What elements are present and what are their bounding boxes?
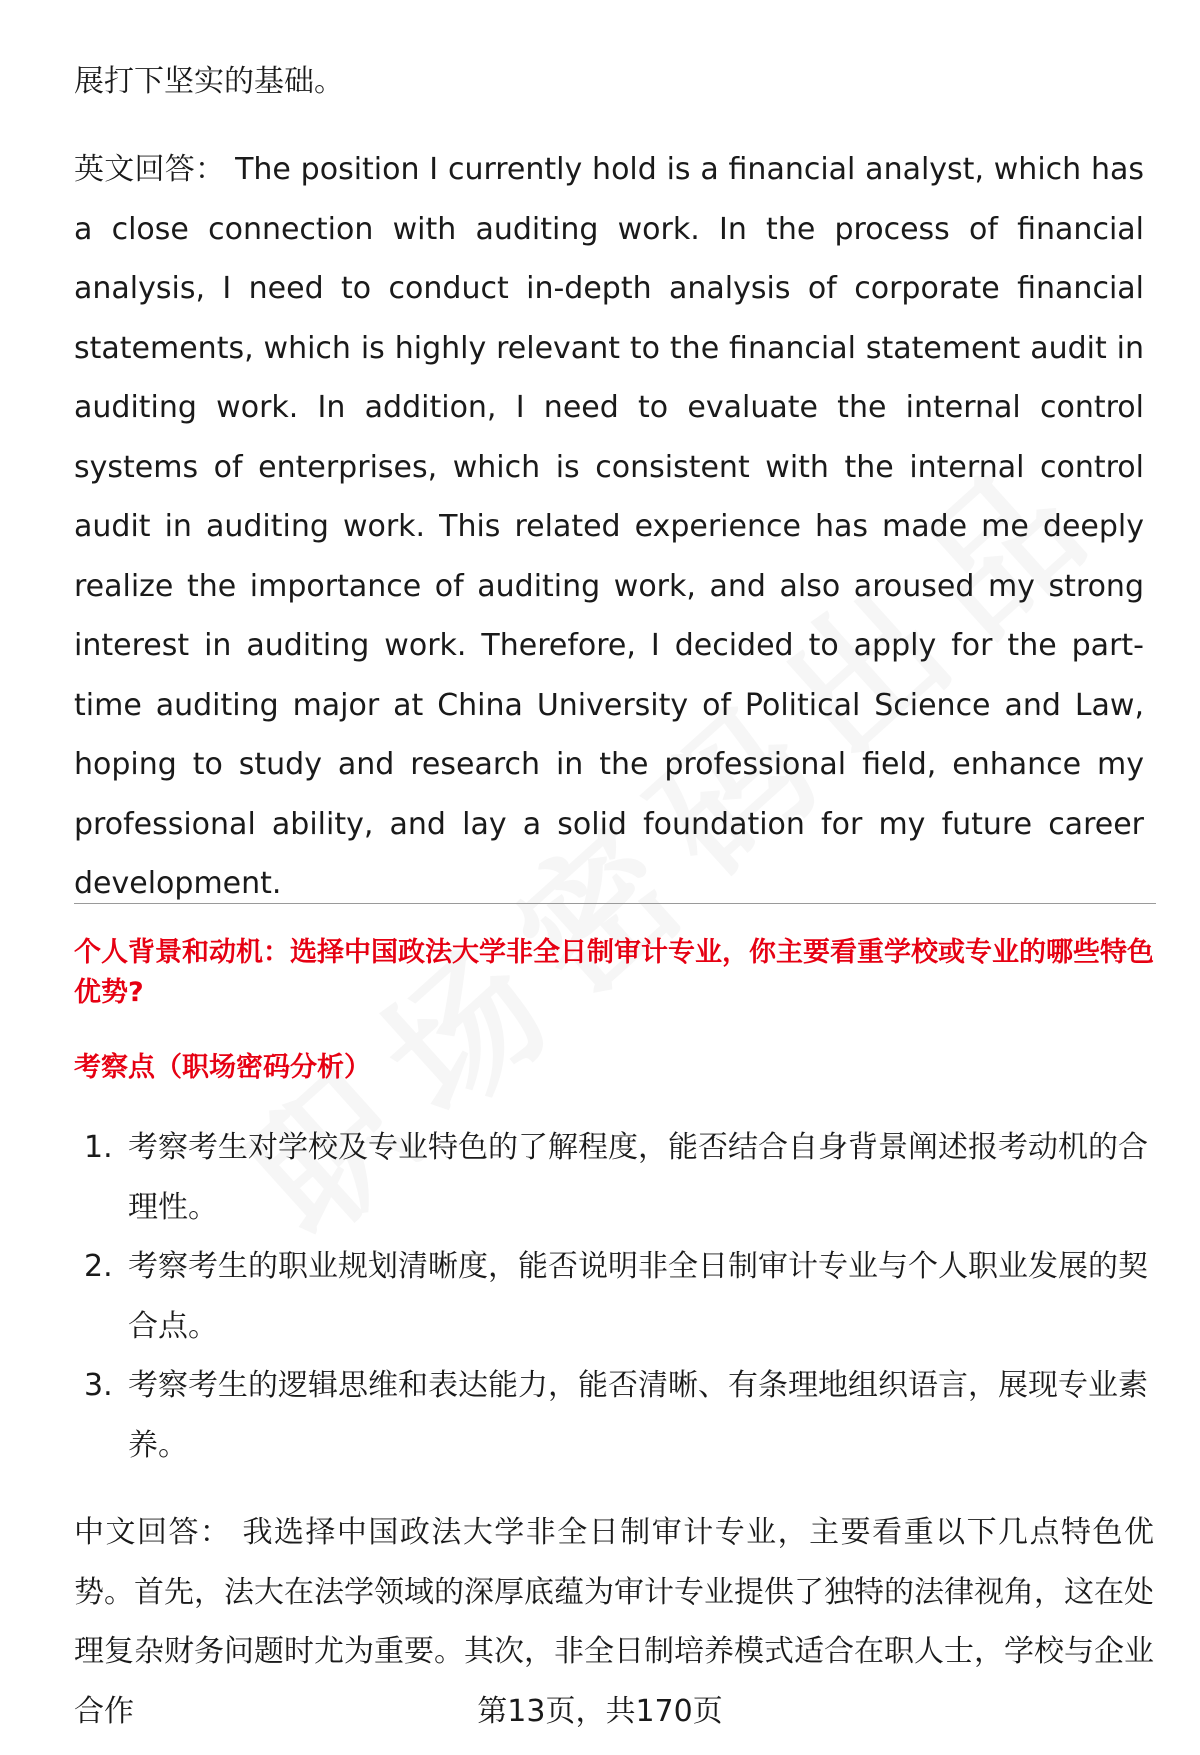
paragraph-top-fragment: 展打下坚实的基础。 [74,64,344,99]
list-item-number: 2. [84,1249,113,1284]
list-item [74,1237,1154,1356]
list-item-text: 考察考生对学校及专业特色的了解程度，能否结合自身背景阐述报考动机的合理性。 [128,1130,1148,1225]
english-answer-paragraph: 英文回答： The position I currently hold is a financial analyst, which has a close connection with auditing work. In the process of financial analysis, I need to conduct in-depth analysis of corporate financial statements, which is highly relevant to the financial statement audit in auditing work. In addition, I need to evaluate the internal control systems of enterprises, which is consistent with the internal control audit in auditing work. This related experience has made me deeply realize the importance of auditing work, and also aroused my strong interest in auditing work. Therefore, I decided to apply for the part-time auditing major at China University of Political Science and Law, hoping to study and research in the professional field, enhance my professional ability, and lay a solid foundation for my future career development. [74,152,1144,901]
page-footer: 第13页，共170页 [477,1694,723,1729]
analysis-heading: 考察点（职场密码分析） [74,1052,371,1083]
list-item [74,1356,1154,1475]
list-item-text: 考察考生的职业规划清晰度，能否说明非全日制审计专业与个人职业发展的契合点。 [128,1249,1148,1344]
section-divider [74,903,1156,904]
list-item [74,1118,1154,1237]
list-item-number: 3. [84,1368,113,1403]
question-heading: 个人背景和动机：选择中国政法大学非全日制审计专业，你主要看重学校或专业的哪些特色优势? [74,937,1154,1008]
chinese-answer-paragraph: 中文回答： 我选择中国政法大学非全日制审计专业，主要看重以下几点特色优势。首先，法大在法学领域的深厚底蕴为审计专业提供了独特的法律视角，这在处理复杂财务问题时尤为重要。其次，非全日制培养模式适合在职人士，学校与企业合作 [74,1515,1154,1729]
list-item-text: 考察考生的逻辑思维和表达能力，能否清晰、有条理地组织语言，展现专业素养。 [128,1368,1148,1463]
list-item-number: 1. [84,1130,113,1165]
analysis-points-list [74,1118,1154,1475]
